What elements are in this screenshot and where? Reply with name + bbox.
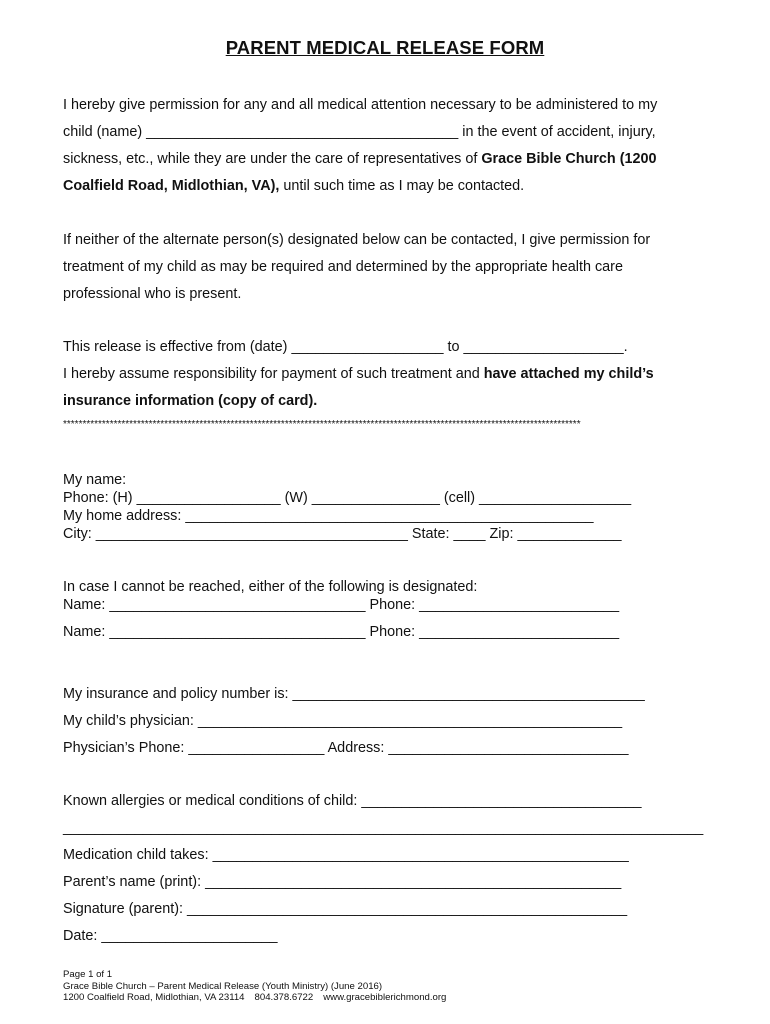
physician-line: My child’s physician: _____________________________________________________ xyxy=(63,713,623,729)
church-address: Coalfield Road, Midlothian, VA), xyxy=(63,178,280,194)
permission-line-3 xyxy=(63,151,657,167)
city-line: City: _______________________________________ State: ____ Zip: _____________ xyxy=(63,526,622,542)
responsibility-text: I hereby assume responsibility for payment of such treatment and xyxy=(63,366,484,382)
phone-line: Phone: (H) __________________ (W) ________________ (cell) ___________________ xyxy=(63,490,632,506)
page-footer xyxy=(63,969,446,1004)
effective-date-line: This release is effective from (date) ___________________ to ____________________. xyxy=(63,339,628,355)
permission-line-2: child (name) _______________________________________ in the event of accident, injury, xyxy=(63,124,656,140)
alternate-line-2: treatment of my child as may be required and determined by the appropriate health care xyxy=(63,259,623,275)
page-number: Page 1 of 1 xyxy=(63,969,113,980)
document-reference: Grace Bible Church – Parent Medical Release (Youth Ministry) (June 2016) xyxy=(63,980,383,992)
alternate-line-3: professional who is present. xyxy=(63,286,242,302)
designated-intro: In case I cannot be reached, either of the following is designated: xyxy=(63,579,478,595)
medication-line: Medication child takes: ____________________________________________________ xyxy=(63,847,629,863)
date-line: Date: ______________________ xyxy=(63,928,278,944)
separator: ************************************************************************************************************************************* xyxy=(63,419,581,430)
responsibility-line xyxy=(63,366,654,382)
designated-row-2: Name: ________________________________ Phone: _________________________ xyxy=(63,624,620,640)
parent-name-line: Parent’s name (print): ____________________________________________________ xyxy=(63,874,622,890)
footer-website: www.gracebiblerichmond.org xyxy=(323,992,447,1003)
insurance-policy-line: My insurance and policy number is: ____________________________________________ xyxy=(63,686,645,702)
allergies-continued-line: ________________________________________________________________________________ xyxy=(63,820,704,836)
alternate-line-1: If neither of the alternate person(s) designated below can be contacted, I give permission for xyxy=(63,232,651,248)
physician-phone-line: Physician’s Phone: _________________ Address: ______________________________ xyxy=(63,740,629,756)
allergies-line: Known allergies or medical conditions of child: ___________________________________ xyxy=(63,793,642,809)
form-title: PARENT MEDICAL RELEASE FORM xyxy=(225,37,545,58)
permission-line-4 xyxy=(63,178,524,194)
home-address-line: My home address: ___________________________________________________ xyxy=(63,508,594,524)
insurance-note: have attached my child’s xyxy=(483,366,654,382)
insurance-note-line: insurance information (copy of card). xyxy=(63,393,318,409)
permission-text: sickness, etc., while they are under the care of representatives of xyxy=(63,151,482,167)
my-name-label: My name: xyxy=(63,472,127,488)
signature-line: Signature (parent): _______________________________________________________ xyxy=(63,901,628,917)
footer-address: 1200 Coalfield Road, Midlothian, VA 23114 xyxy=(63,992,245,1003)
church-name: Grace Bible Church (1200 xyxy=(481,151,657,167)
footer-contact xyxy=(63,992,446,1004)
designated-row-1: Name: ________________________________ Phone: _________________________ xyxy=(63,597,620,613)
footer-phone: 804.378.6722 xyxy=(254,992,314,1003)
permission-line-1: I hereby give permission for any and all medical attention necessary to be administered to my xyxy=(63,97,658,113)
permission-text: until such time as I may be contacted. xyxy=(279,178,525,194)
